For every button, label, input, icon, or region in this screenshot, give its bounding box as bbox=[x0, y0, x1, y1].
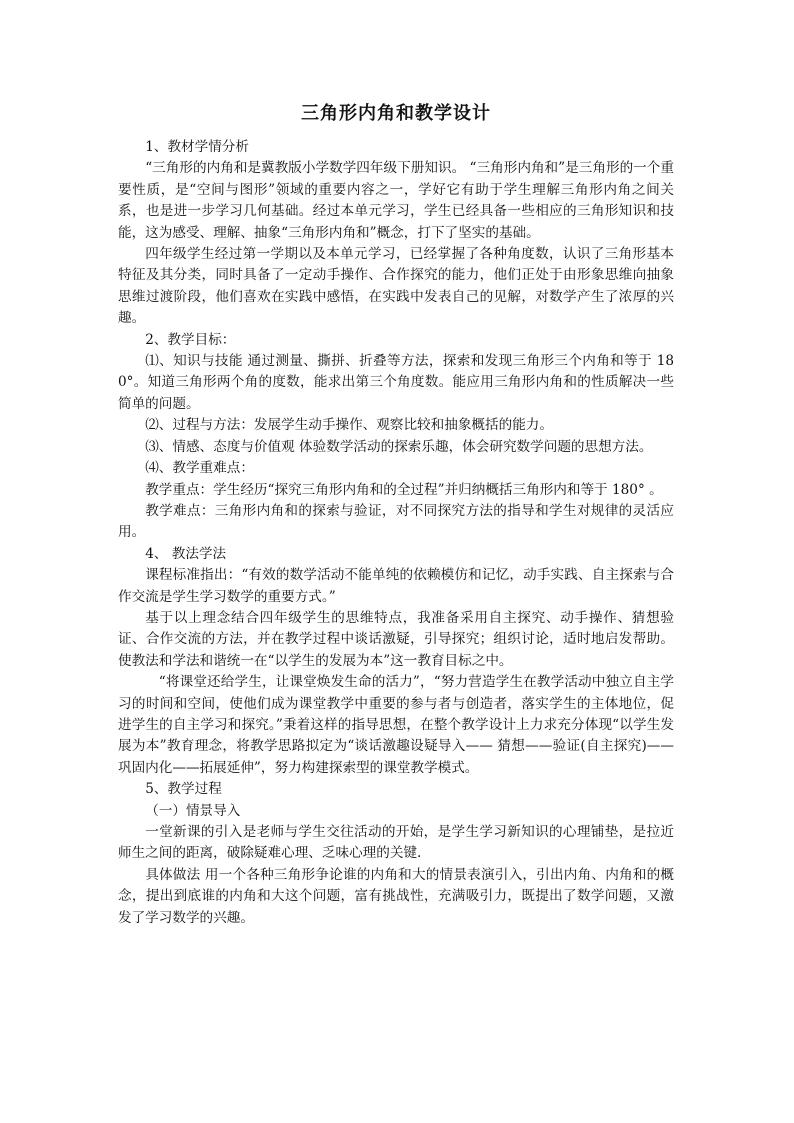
paragraph: “三角形的内角和是冀教版小学数学四年级下册知识。 “三角形内角和”是三角形的一个重要性质，是“空间与图形”领域的重要内容之一，学好它有助于学生理解三角形内角之间关系，也是进一步学习几何基础。经过本单元学习，学生已经具备一些相应的三角形知识和技能，这为感受、理解、抽象“三角形内角和”概念，打下了坚实的基础。 bbox=[118, 160, 674, 241]
paragraph: “将课堂还给学生，让课堂焕发生命的活力”，“努力营造学生在教学活动中独立自主学习的时间和空间，使他们成为课堂教学中重要的参与者与创造者，落实学生的主体地位，促进学生的自主学习和探究。”秉着这样的指导思想，在整个教学设计上力求充分体现“以学生发展为本”教育理念，将教学思路拟定为“谈话激趣设疑导入—— 猜想——验证(自主探究)——巩固内化——拓展延伸”，努力构建探索型的课堂教学模式。 bbox=[118, 674, 674, 776]
section-heading-process: 5、教学过程 bbox=[145, 781, 222, 798]
paragraph: 具体做法 用一个各种三角形争论谁的内角和大的情景表演引入，引出内角、内角和的概念，提出到底谁的内角和大这个问题，富有挑战性，充满吸引力，既提出了数学问题，又激发了学习数学的兴趣。 bbox=[118, 866, 674, 926]
section-heading-goals: 2、教学目标： bbox=[145, 331, 236, 348]
paragraph: 教学重点：学生经历“探究三角形内角和的全过程”并归纳概括三角形内和等于 180° 。 bbox=[145, 481, 663, 498]
paragraph: 一堂新课的引入是老师与学生交往活动的开始，是学生学习新知识的心理铺垫，是拉近师生之间的距离，破除疑难心理、乏味心理的关键. bbox=[118, 824, 674, 862]
paragraph: 四年级学生经过第一学期以及本单元学习，已经掌握了各种角度数，认识了三角形基本特征及其分类，同时具备了一定动手操作、合作探究的能力，他们正处于由形象思维向抽象思维过渡阶段，他们喜欢在实践中感悟，在实践中发表自己的见解，对数学产生了浓厚的兴趣。 bbox=[118, 246, 674, 327]
subheading-key-points: ⑷、教学重难点： bbox=[145, 460, 254, 477]
paragraph: 教学难点：三角形内角和的探索与验证，对不同探究方法的指导和学生对规律的灵活应用。 bbox=[118, 502, 674, 541]
document-page bbox=[118, 101, 674, 929]
paragraph: ⑶、情感、态度与价值观 体验数学活动的探索乐趣，体会研究数学问题的思想方法。 bbox=[145, 438, 653, 455]
paragraph: ⑴、知识与技能 通过测量、撕拼、折叠等方法，探索和发现三角形三个内角和等于 180°。知道三角形两个角的度数，能求出第三个角度数。能应用三角形内角和的性质解决一些简单的问题。 bbox=[118, 353, 674, 412]
paragraph: 基于以上理念结合四年级学生的思维特点，我准备采用自主探究、动手操作、猜想验证、合作交流的方法，并在教学过程中谈话激疑，引导探究；组织讨论，适时地启发帮助。使教法和学法和谐统一在“以学生的发展为本”这一教育目标之中。 bbox=[118, 609, 674, 669]
section-heading-methods: 4、 教法学法 bbox=[145, 545, 227, 562]
paragraph: ⑵、过程与方法：发展学生动手操作、观察比较和抽象概括的能力。 bbox=[145, 417, 553, 434]
section-heading-analysis: 1、教材学情分析 bbox=[145, 139, 249, 155]
subheading-scenario: （一）情景导入 bbox=[145, 802, 241, 819]
document-body bbox=[118, 137, 674, 929]
paragraph: 课程标准指出：“有效的数学活动不能单纯的依赖模仿和记忆，动手实践、自主探索与合作交流是学生学习数学的重要方式。” bbox=[118, 567, 674, 605]
document-title: 三角形内角和教学设计 bbox=[301, 103, 491, 124]
